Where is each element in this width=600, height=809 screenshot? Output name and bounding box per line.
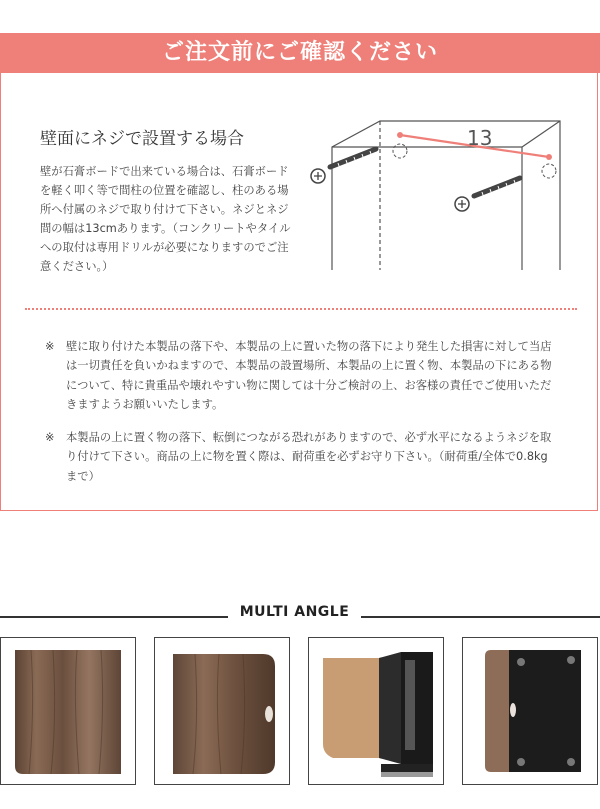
dotted-divider — [25, 308, 577, 310]
caution-note — [45, 428, 555, 486]
note-mark: ※ — [45, 340, 55, 353]
dimension-label: 13 — [467, 126, 493, 150]
screw-icon-left — [311, 149, 376, 183]
installation-diagram — [302, 105, 592, 280]
section-title: 壁面にネジで設置する場合 — [40, 129, 244, 149]
multi-angle-title: MULTI ANGLE — [239, 604, 350, 620]
section-description: 壁が石膏ボードで出来ている場合は、石膏ボードを軽く叩く等で間柱の位置を確認し、柱のある場所へ付属のネジで取り付けて下さい。ネジとネジ間の幅は13cmあります。（コンクリートやタイルへの取付は専用ドリルが必要になりますのでご注意ください。） — [40, 165, 291, 273]
note-text: 本製品の上に置く物の落下、転倒につながる恐れがありますので、必ず水平になるようネジを取り付けて下さい。商品の上に物を置く際は、耐荷重を必ずお守り下さい。（耐荷重/全体で0.8kgまで） — [66, 431, 552, 483]
note-mark: ※ — [45, 431, 55, 444]
screw-icon-right — [455, 178, 520, 211]
caution-note — [45, 337, 555, 415]
note-text: 壁に取り付けた本製品の落下や、本製品の上に置いた物の落下により発生した損害に対して当店は一切責任を負いかねますので、本製品の設置場所、本製品の上に置く物、本製品の下にある物について、特に貴重品や壊れやすい物に関しては十分ご検討の上、お客様の責任でご使用いただきますようお願いいたします。 — [66, 340, 552, 412]
product-angle-back[interactable] — [462, 637, 598, 785]
product-angle-front[interactable] — [0, 637, 136, 785]
notice-banner: ご注文前にご確認ください — [0, 33, 600, 73]
heading-rule-right — [361, 616, 600, 618]
heading-rule-left — [0, 616, 228, 618]
product-angle-inside[interactable] — [308, 637, 444, 785]
product-angle-side[interactable] — [154, 637, 290, 785]
